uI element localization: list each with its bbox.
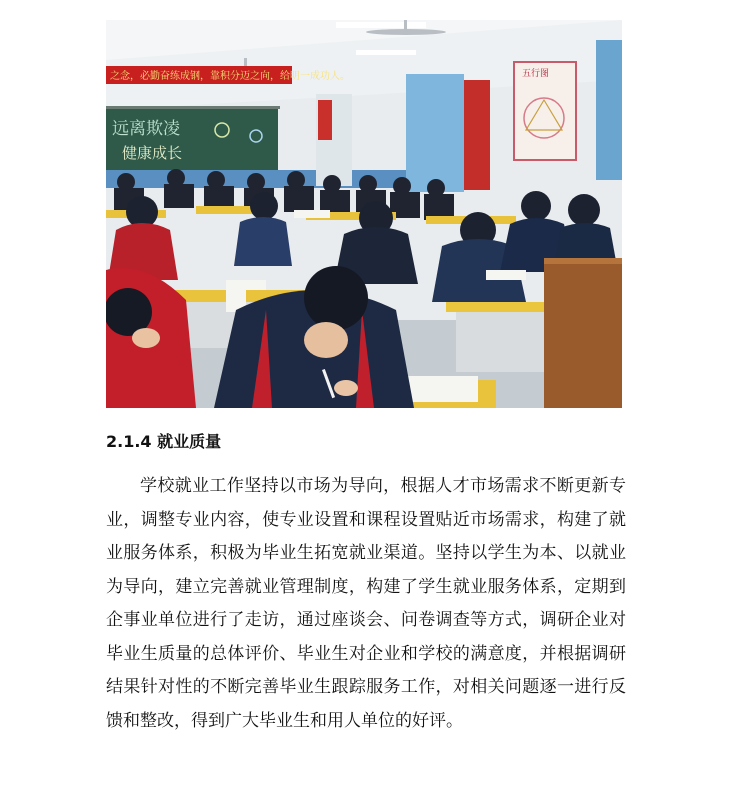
paragraph-line: 业，调整专业内容，使专业设置和课程设置贴近市场需求，构建了就 xyxy=(106,509,626,530)
paragraph-line: 学校就业工作坚持以市场为导向，根据人才市场需求不断更新专 xyxy=(140,476,626,496)
poster-title: 五行图 xyxy=(522,69,550,79)
paragraph-line: 馈和整改，得到广大毕业生和用人单位的好评。 xyxy=(106,710,463,731)
banner-text: 之念，必勤奋练成钢，靠积分迈之向，给明一成功人。 xyxy=(110,71,350,82)
section-heading: 2.1.4 就业质量 xyxy=(106,432,222,451)
paragraph-line: 企事业单位进行了走访，通过座谈会、问卷调查等方式，调研企业对 xyxy=(106,610,626,630)
paragraph-line: 为导向，建立完善就业管理制度，构建了学生就业服务体系，定期到 xyxy=(106,576,626,597)
blackboard-line-1: 远离欺凌 xyxy=(112,119,180,139)
section-paragraph xyxy=(106,470,626,738)
classroom-photo xyxy=(106,20,622,408)
blackboard-line-2: 健康成长 xyxy=(122,144,183,162)
paragraph-line: 毕业生质量的总体评价、毕业生对企业和学校的满意度，并根据调研 xyxy=(106,643,626,664)
paragraph-line: 业服务体系，积极为毕业生拓宽就业渠道。坚持以学生为本、以就业 xyxy=(106,543,626,563)
paragraph-line: 结果针对性的不断完善毕业生跟踪服务工作，对相关问题逐一进行反 xyxy=(106,677,626,697)
